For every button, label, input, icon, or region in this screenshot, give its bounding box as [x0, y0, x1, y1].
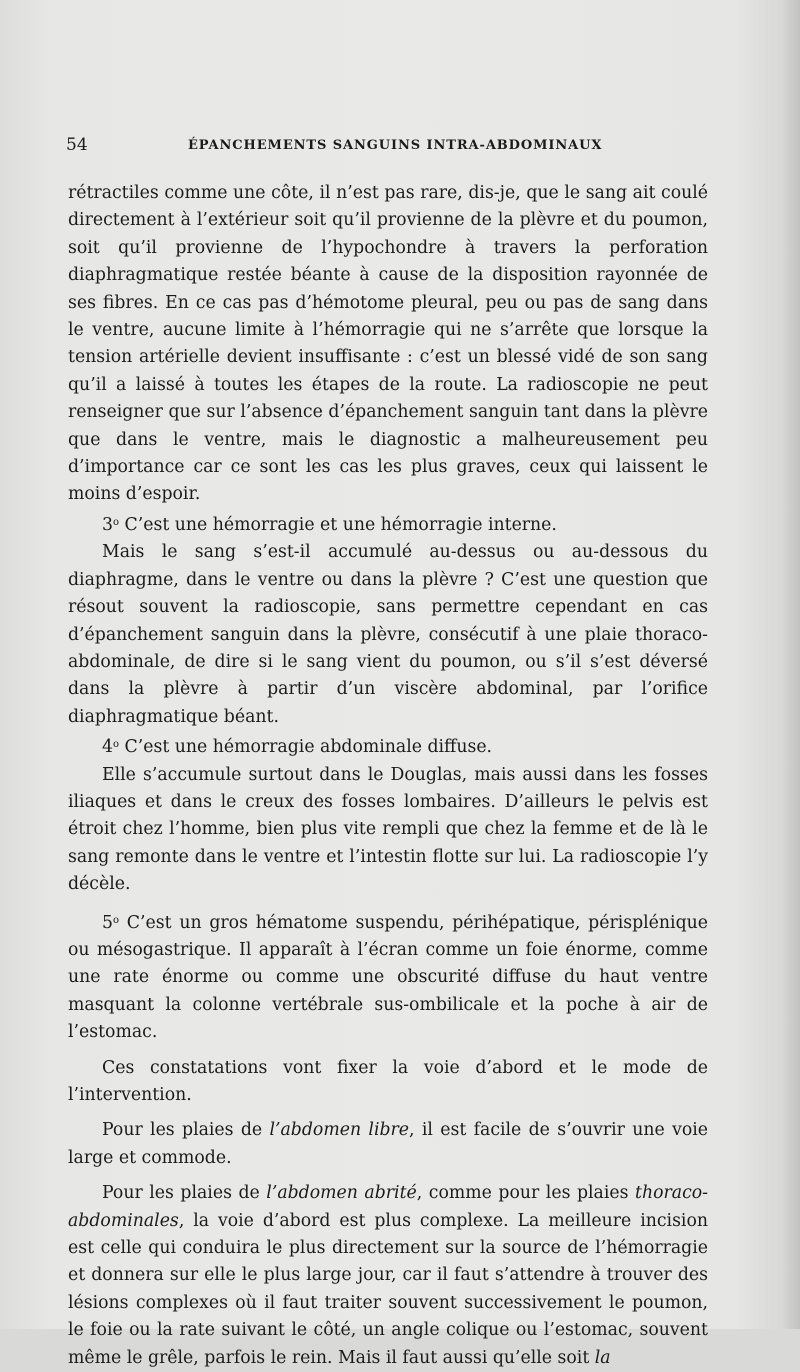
ordinal-mark: o [113, 914, 120, 926]
text-run: Pour les plaies de [102, 1120, 270, 1141]
paragraph-constatations: Ces constatations vont fixer la voie d’abord et le mode de l’intervention. [68, 1057, 708, 1105]
paragraph-point-5 [68, 907, 708, 1047]
paragraph-blood-location: Mais le sang s’est-il accumulé au-dessus ou au-dessous du diaphragme, dans le ventre ou dans la plèvre ? C’est une question que résout souvent la radioscopie, sans permettre cependant en cas d’épanchement sanguin dans la plèvre, consécutif à une plaie thoraco-abdominale, de dire si le sang vient du poumon, ou s’il s’est déversé dans la plèvre à partir d’un viscère abdominal, par l’orifice diaphragmatique béant. [68, 542, 708, 727]
point-text: C’est une hémorragie abdominale diffuse. [119, 737, 493, 758]
text-run: , la voie d’abord est plus complexe. La meilleure incision est celle qui conduira le plus directement sur la source de l’hémorragie et donnera sur elle le plus large jour, car il faut s’attendre à trouver des lésions complexes où il faut traiter souvent successivement le poumon, le foie ou la rate suivant le côté, un angle colique ou l’estomac, souvent même le grêle, parfois le rein. Mais il faut aussi qu’elle soit [68, 1210, 708, 1368]
italic-term: l’abdomen abrité [266, 1183, 417, 1204]
text-run: Pour les plaies de [102, 1183, 267, 1204]
page-number: 54 [66, 135, 88, 155]
point-text: C’est une hémorragie et une hémorragie interne. [119, 514, 557, 535]
point-number: 3 [102, 514, 113, 535]
ordinal-mark: o [113, 516, 120, 528]
paragraph-continued: rétractiles comme une côte, il n’est pas rare, dis-je, que le sang ait coulé directement à l’extérieur soit qu’il provienne de la plèvre et du poumon, soit qu’il provienne de l’hypochondre à travers la perforation diaphragmatique restée béante à cause de la disposition rayonnée de ses fibres. En ce cas pas d’hémotome pleural, peu ou pas de sang dans le ventre, aucune limite à l’hémorragie qui ne s’arrête que lorsque la tension artérielle devient insuffisante : c’est un blessé vidé de son sang qu’il a laissé à toutes les étapes de la route. La radioscopie ne peut renseigner que sur l’absence d’épanchement sanguin tant dans la plèvre que dans le ventre, mais le diagnostic a malheureusement peu d’importance car ce sont les cas les plus graves, ceux qui laissent le moins d’espoir. [68, 183, 708, 505]
body-text [68, 180, 708, 1372]
italic-term: l’abdomen libre [269, 1120, 410, 1141]
paragraph-abdomen-abrite [68, 1180, 708, 1372]
text-run: , comme pour les plaies [416, 1183, 636, 1204]
paragraph-point-3 [68, 509, 708, 539]
point-number: 5 [102, 912, 113, 933]
point-text: C’est un gros hématome suspendu, périhépatique, périsplénique ou mésogastrique. Il apparaît à l’écran comme un foie énorme, comme une rate énorme ou comme une obscurité diffuse du haut ventre masquant la colonne vertébrale sus-ombilicale et la poche à air de l’estomac. [68, 912, 708, 1043]
running-head [66, 134, 712, 156]
italic-term: thoraco-abdominales [68, 1183, 708, 1231]
page-spine-shadow [782, 0, 800, 1329]
paragraph-point-4 [68, 731, 708, 761]
paragraph-douglas: Elle s’accumule surtout dans le Douglas, mais aussi dans les fosses iliaques et dans le creux des fosses lombaires. D’ailleurs le pelvis est étroit chez l’homme, bien plus vite rempli que chez la femme et de là le sang remonte dans le ventre et l’intestin flotte sur lui. La radioscopie l’y décèle. [68, 764, 708, 895]
text-run: , il est facile de s’ouvrir une voie large et commode. [68, 1120, 709, 1168]
italic-term: la [594, 1347, 611, 1368]
point-number: 4 [102, 737, 113, 758]
paragraph-abdomen-libre [68, 1117, 708, 1172]
ordinal-mark: o [113, 739, 120, 751]
running-title: ÉPANCHEMENTS SANGUINS INTRA-ABDOMINAUX [188, 138, 603, 153]
